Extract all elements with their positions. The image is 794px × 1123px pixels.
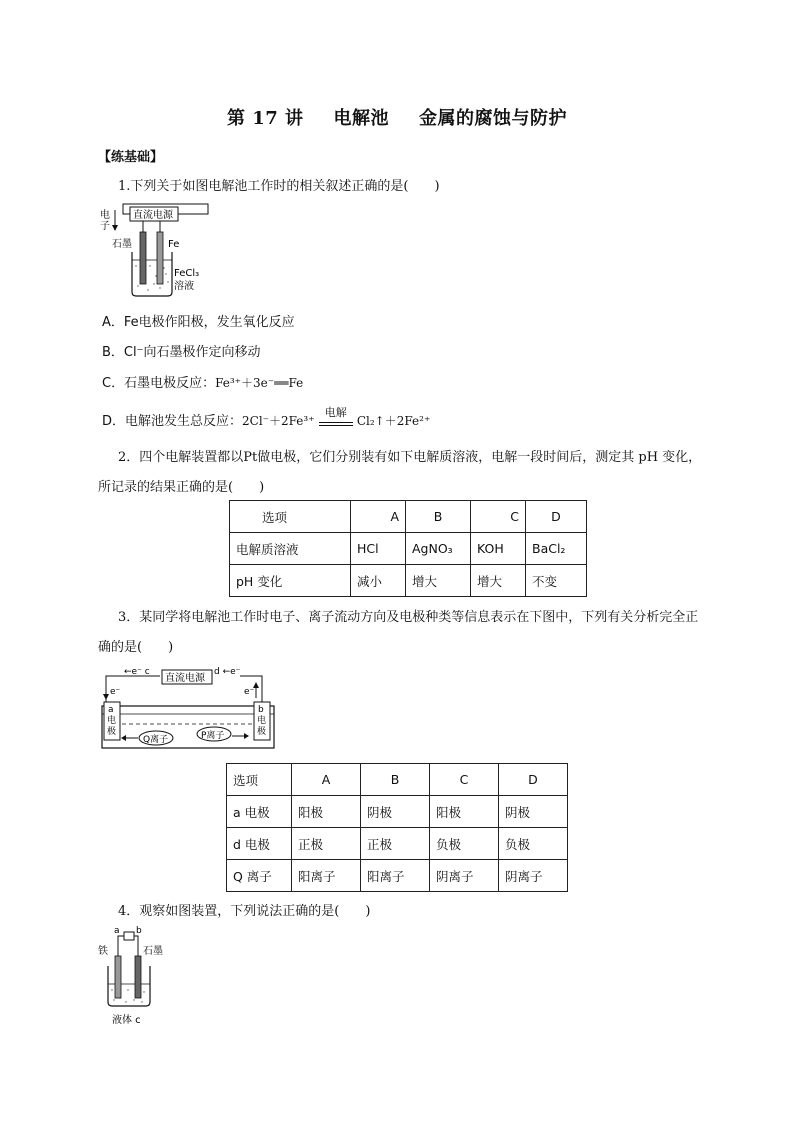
q3-header-a: A: [292, 764, 361, 796]
q3-header-option: 选项: [227, 764, 292, 796]
q3-header-d: D: [499, 764, 568, 796]
q3-electrode-b-3: 极: [257, 727, 267, 737]
table-row: [227, 860, 568, 892]
q3-stem-line1: 3．某同学将电解池工作时电子、离子流动方向及电极种类等信息表示在下图中，下列有关分析完全正: [118, 610, 699, 625]
q1-solution-label-1: FeCl₃: [174, 268, 200, 279]
q3-row2-b: 正极: [361, 828, 430, 860]
q3-left-e-label: e⁻: [110, 687, 121, 697]
q2-header-b: B: [406, 501, 471, 533]
q3-stem-line2: 确的是( ): [98, 640, 174, 655]
q3-row1-d: 阴极: [499, 796, 568, 828]
q3-row3-b: 阳离子: [361, 860, 430, 892]
q3-row2-a: 正极: [292, 828, 361, 860]
q3-table: [226, 763, 568, 892]
q3-row3-d: 阴离子: [499, 860, 568, 892]
q2-table: [229, 500, 587, 597]
q3-row3-c: 阴离子: [430, 860, 499, 892]
q1-option-a: A．Fe电极作阳极，发生氧化反应: [102, 315, 295, 330]
q4-right-electrode-label: 石墨: [143, 946, 163, 957]
q3-electrode-a-2: 电: [107, 716, 117, 726]
q4-diagram: [98, 924, 178, 1028]
q2-row2-d: 不变: [526, 565, 587, 597]
q1-option-b: B．Cl⁻向石墨极作定向移动: [102, 345, 261, 360]
q4-component: [124, 932, 134, 940]
q2-header-option: 选项: [230, 501, 351, 533]
q2-row1-c: KOH: [471, 533, 526, 565]
q3-electrode-a-3: 极: [107, 727, 117, 737]
q2-row2-c: 增大: [471, 565, 526, 597]
table-row: [227, 828, 568, 860]
q3-right-e-label: e⁻: [244, 687, 255, 697]
q3-row1-a: 阳极: [292, 796, 361, 828]
q2-stem-line2: 所记录的结果正确的是( ): [98, 480, 265, 495]
q3-row1-c: 阳极: [430, 796, 499, 828]
q1-option-d-condition: [319, 405, 353, 426]
title-lecture: 第 17 讲: [226, 108, 304, 129]
q1-power-label: 直流电源: [133, 210, 173, 221]
table-row: [230, 501, 587, 533]
table-row: [230, 565, 587, 597]
q3-ion-p-label: P离子: [201, 731, 225, 741]
q4-stem: 4．观察如图装置，下列说法正确的是( ): [118, 904, 371, 919]
q3-power-label: 直流电源: [165, 673, 205, 684]
q4-iron-electrode: [115, 956, 121, 998]
title-topic-electrolysis: 电解池: [333, 108, 390, 129]
q1-option-d: [102, 405, 431, 429]
table-row: [230, 533, 587, 565]
q3-row2-c: 负极: [430, 828, 499, 860]
q1-option-d-products: Cl₂↑＋2Fe²⁺: [356, 414, 431, 428]
q1-option-d-condition-label: 电解: [324, 405, 347, 419]
q1-left-electrode-label: 石墨: [112, 239, 132, 250]
q3-electrode-b-2: 电: [257, 716, 267, 726]
q2-stem-line1: 2．四个电解装置都以Pt做电极，它们分别装有如下电解质溶液，电解一段时间后，测定其 pH 变化，: [118, 450, 702, 465]
table-row: [227, 764, 568, 796]
q4-label-a: a: [114, 926, 120, 936]
q1-option-c: [102, 372, 303, 391]
q2-row2-b: 增大: [406, 565, 471, 597]
q3-row2-label: d 电极: [227, 828, 292, 860]
page-title: [0, 104, 794, 130]
q4-graphite-electrode: [135, 956, 141, 998]
q2-row1-a: HCl: [351, 533, 406, 565]
q2-header-a: A: [351, 501, 406, 533]
title-topic-corrosion: 金属的腐蚀与防护: [419, 108, 568, 129]
q1-electron-label-2: 子: [100, 221, 110, 232]
q2-header-c: C: [471, 501, 526, 533]
q1-stem: 1.下列关于如图电解池工作时的相关叙述正确的是( ): [118, 179, 440, 194]
q2-row2-label: pH 变化: [230, 565, 351, 597]
q4-label-b: b: [136, 926, 142, 936]
q1-solution-label-2: 溶液: [174, 281, 194, 292]
q1-diagram: [98, 202, 218, 302]
q3-header-c: C: [430, 764, 499, 796]
section-label: 【练基础】: [98, 150, 164, 165]
q2-row1-d: BaCl₂: [526, 533, 587, 565]
q3-row1-b: 阴极: [361, 796, 430, 828]
q2-row1-label: 电解质溶液: [230, 533, 351, 565]
q3-diagram: [98, 666, 298, 756]
q1-right-electrode-label: Fe: [168, 239, 180, 250]
q2-row2-a: 减小: [351, 565, 406, 597]
q3-row3-a: 阳离子: [292, 860, 361, 892]
q3-ion-q-label: Q离子: [143, 735, 169, 745]
table-row: [227, 796, 568, 828]
q3-row3-label: Q 离子: [227, 860, 292, 892]
q2-header-d: D: [526, 501, 587, 533]
q2-row1-b: AgNO₃: [406, 533, 471, 565]
q1-option-d-prefix: D．电解池发生总反应：: [102, 414, 243, 429]
q3-header-b: B: [361, 764, 430, 796]
q1-graphite-electrode: [140, 232, 146, 284]
q3-top-right-label: d ←e⁻: [214, 667, 241, 677]
q3-row2-d: 负极: [499, 828, 568, 860]
q3-row1-label: a 电极: [227, 796, 292, 828]
q1-electron-label-1: 电: [100, 210, 110, 221]
q3-top-left-label: ←e⁻ c: [124, 667, 150, 677]
q1-option-d-reactants: 2Cl⁻＋2Fe³⁺: [242, 414, 315, 428]
q1-option-c-prefix: C．石墨电极反应：: [102, 376, 216, 391]
q4-left-electrode-label: 铁: [98, 946, 108, 957]
q1-option-c-equation: Fe³⁺＋3e⁻══Fe: [215, 376, 304, 390]
q3-electrode-a-1: a: [108, 705, 114, 715]
q4-liquid-label: 液体 c: [112, 1015, 141, 1026]
q1-fe-electrode: [157, 232, 163, 284]
q3-electrode-b-1: b: [258, 705, 264, 715]
